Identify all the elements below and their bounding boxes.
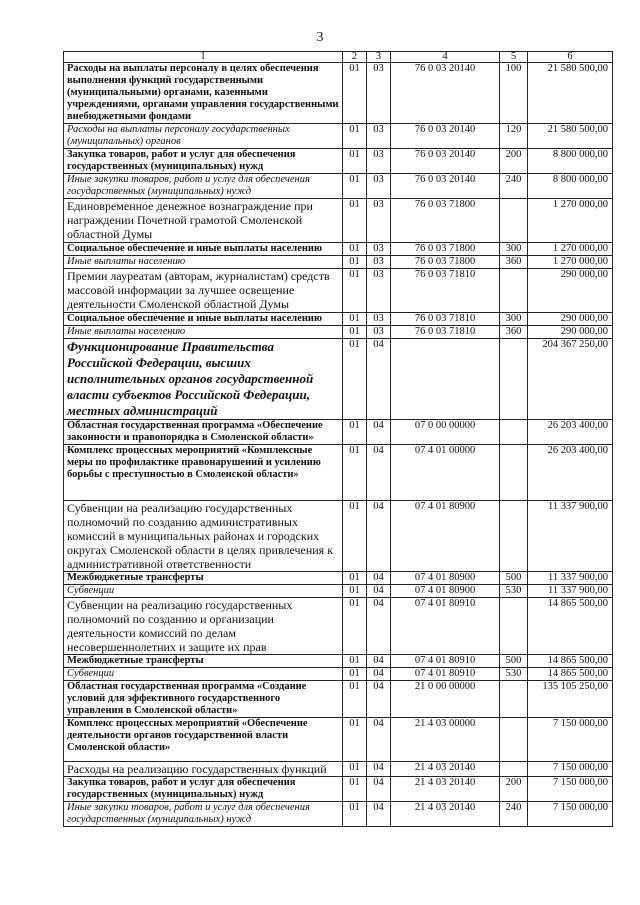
item-name: Иные закупки товаров, работ и услуг для обеспечения государственных (муниципальных) нужд (64, 802, 343, 827)
section-code: 01 (343, 149, 367, 174)
target-article-code: 21 0 00 00000 (391, 681, 500, 718)
section-code: 01 (343, 668, 367, 681)
table-row (64, 655, 613, 668)
table-row (64, 585, 613, 598)
amount: 1 270 000,00 (528, 256, 613, 269)
target-article-code: 76 0 03 20140 (391, 174, 500, 199)
table-row (64, 269, 613, 313)
amount: 21 580 500,00 (528, 124, 613, 149)
expense-type-code (500, 681, 528, 718)
item-name: Субвенции (64, 585, 343, 598)
section-code: 01 (343, 269, 367, 313)
item-name: Областная государственная программа «Обеспечение законности и правопорядка в Смоленской области» (64, 420, 343, 445)
target-article-code (391, 339, 500, 420)
amount: 8 800 000,00 (528, 174, 613, 199)
section-code: 01 (343, 718, 367, 762)
amount: 135 105 250,00 (528, 681, 613, 718)
expense-type-code: 500 (500, 655, 528, 668)
section-code: 01 (343, 445, 367, 501)
expense-type-code (500, 718, 528, 762)
section-code: 01 (343, 681, 367, 718)
amount: 204 367 250,00 (528, 339, 613, 420)
table-row (64, 598, 613, 655)
item-name: Социальное обеспечение и иные выплаты населению (64, 313, 343, 326)
header-cell: 5 (500, 52, 528, 63)
section-code: 01 (343, 313, 367, 326)
section-code: 01 (343, 572, 367, 585)
table-row (64, 256, 613, 269)
table-row (64, 313, 613, 326)
subsection-code: 03 (367, 63, 391, 124)
section-code: 01 (343, 501, 367, 572)
item-name: Межбюджетные трансферты (64, 572, 343, 585)
subsection-code: 04 (367, 655, 391, 668)
subsection-code: 04 (367, 501, 391, 572)
amount: 26 203 400,00 (528, 445, 613, 501)
amount: 290 000,00 (528, 313, 613, 326)
item-name: Комплекс процессных мероприятий «Комплексные меры по профилактике правонарушений и усилению борьбы с преступностью в Смоленской области» (64, 445, 343, 501)
amount: 7 150 000,00 (528, 802, 613, 827)
expense-type-code: 240 (500, 174, 528, 199)
target-article-code: 07 4 01 80900 (391, 585, 500, 598)
item-name: Межбюджетные трансферты (64, 655, 343, 668)
target-article-code: 76 0 03 71800 (391, 256, 500, 269)
item-name: Закупка товаров, работ и услуг для обеспечения государственных (муниципальных) нужд (64, 149, 343, 174)
subsection-code: 04 (367, 762, 391, 777)
section-code: 01 (343, 339, 367, 420)
table-row (64, 802, 613, 827)
section-code: 01 (343, 420, 367, 445)
item-name: Субвенции (64, 668, 343, 681)
target-article-code: 76 0 03 71800 (391, 243, 500, 256)
subsection-code: 03 (367, 174, 391, 199)
section-code: 01 (343, 598, 367, 655)
amount: 290 000,00 (528, 326, 613, 339)
amount: 11 337 900,00 (528, 501, 613, 572)
subsection-code: 04 (367, 668, 391, 681)
table-row (64, 174, 613, 199)
section-code: 01 (343, 326, 367, 339)
target-article-code: 21 4 03 20140 (391, 802, 500, 827)
subsection-code: 04 (367, 585, 391, 598)
item-name: Функционирование Правительства Российской Федерации, высших исполнительных органов государственной власти субъектов Российской Федерации, местных администраций (64, 339, 343, 420)
target-article-code: 07 4 01 80900 (391, 572, 500, 585)
item-name: Единовременное денежное вознаграждение при награждении Почетной грамотой Смоленской областной Думы (64, 199, 343, 243)
target-article-code: 07 4 01 80910 (391, 598, 500, 655)
section-code: 01 (343, 655, 367, 668)
amount: 8 800 000,00 (528, 149, 613, 174)
subsection-code: 03 (367, 326, 391, 339)
subsection-code: 04 (367, 777, 391, 802)
expense-type-code: 200 (500, 777, 528, 802)
target-article-code: 21 4 03 00000 (391, 718, 500, 762)
table-row (64, 149, 613, 174)
table-row (64, 420, 613, 445)
subsection-code: 04 (367, 802, 391, 827)
subsection-code: 03 (367, 243, 391, 256)
item-name: Субвенции на реализацию государственных полномочий по созданию и организации деятельности комиссий по делам несовершеннолетних и защите их прав (64, 598, 343, 655)
section-code: 01 (343, 585, 367, 598)
subsection-code: 03 (367, 149, 391, 174)
subsection-code: 04 (367, 445, 391, 501)
item-name: Расходы на реализацию государственных функций (64, 762, 343, 777)
expense-type-code (500, 762, 528, 777)
amount: 1 270 000,00 (528, 199, 613, 243)
target-article-code: 07 4 01 80910 (391, 668, 500, 681)
amount: 14 865 500,00 (528, 655, 613, 668)
table-row (64, 668, 613, 681)
expense-type-code (500, 598, 528, 655)
expense-type-code (500, 199, 528, 243)
header-cell: 4 (391, 52, 500, 63)
item-name: Закупка товаров, работ и услуг для обеспечения государственных (муниципальных) нужд (64, 777, 343, 802)
table-row (64, 326, 613, 339)
section-code: 01 (343, 63, 367, 124)
expense-type-code (500, 269, 528, 313)
amount: 7 150 000,00 (528, 762, 613, 777)
expense-type-code: 530 (500, 668, 528, 681)
expense-type-code (500, 445, 528, 501)
subsection-code: 04 (367, 598, 391, 655)
table-row (64, 445, 613, 501)
table-row (64, 199, 613, 243)
item-name: Иные закупки товаров, работ и услуг для обеспечения государственных (муниципальных) нужд (64, 174, 343, 199)
target-article-code: 07 4 01 00000 (391, 445, 500, 501)
item-name: Социальное обеспечение и иные выплаты населению (64, 243, 343, 256)
amount: 11 337 900,00 (528, 585, 613, 598)
section-code: 01 (343, 243, 367, 256)
expense-type-code: 240 (500, 802, 528, 827)
item-name: Расходы на выплаты персоналу в целях обеспечения выполнения функций государственными (муниципальными) органами, казенными учреждениями, органами управления государственными внебюджетными фондами (64, 63, 343, 124)
item-name: Комплекс процессных мероприятий «Обеспечение деятельности органов государственной власти Смоленской области» (64, 718, 343, 762)
header-cell: 3 (367, 52, 391, 63)
table-row (64, 681, 613, 718)
target-article-code: 76 0 03 71810 (391, 313, 500, 326)
item-name: Премии лауреатам (авторам, журналистам) средств массовой информации за лучшее освещение деятельности Смоленской областной Думы (64, 269, 343, 313)
target-article-code: 76 0 03 20140 (391, 149, 500, 174)
amount: 7 150 000,00 (528, 777, 613, 802)
table-row (64, 124, 613, 149)
item-name: Расходы на выплаты персоналу государственных (муниципальных) органов (64, 124, 343, 149)
subsection-code: 04 (367, 420, 391, 445)
expense-type-code (500, 339, 528, 420)
target-article-code: 07 0 00 00000 (391, 420, 500, 445)
expense-type-code: 300 (500, 243, 528, 256)
expense-type-code: 300 (500, 313, 528, 326)
item-name: Областная государственная программа «Создание условий для эффективного государственного управления в Смоленской области» (64, 681, 343, 718)
amount: 14 865 500,00 (528, 598, 613, 655)
target-article-code: 07 4 01 80910 (391, 655, 500, 668)
target-article-code: 76 0 03 20140 (391, 124, 500, 149)
header-cell: 6 (528, 52, 613, 63)
amount: 1 270 000,00 (528, 243, 613, 256)
amount: 14 865 500,00 (528, 668, 613, 681)
section-code: 01 (343, 199, 367, 243)
section-code: 01 (343, 762, 367, 777)
header-row (64, 52, 613, 63)
item-name: Иные выплаты населению (64, 256, 343, 269)
subsection-code: 04 (367, 718, 391, 762)
budget-table (63, 51, 613, 827)
page-number: 3 (316, 30, 324, 45)
amount: 11 337 900,00 (528, 572, 613, 585)
table-row (64, 572, 613, 585)
table-row (64, 63, 613, 124)
amount: 26 203 400,00 (528, 420, 613, 445)
expense-type-code: 360 (500, 326, 528, 339)
section-code: 01 (343, 777, 367, 802)
target-article-code: 76 0 03 20140 (391, 63, 500, 124)
expense-type-code (500, 501, 528, 572)
subsection-code: 03 (367, 256, 391, 269)
target-article-code: 21 4 03 20140 (391, 777, 500, 802)
table-row (64, 339, 613, 420)
target-article-code: 07 4 01 80900 (391, 501, 500, 572)
target-article-code: 76 0 03 71800 (391, 199, 500, 243)
subsection-code: 04 (367, 339, 391, 420)
subsection-code: 03 (367, 124, 391, 149)
subsection-code: 03 (367, 199, 391, 243)
header-cell: 1 (64, 52, 343, 63)
expense-type-code: 200 (500, 149, 528, 174)
table-row (64, 777, 613, 802)
section-code: 01 (343, 124, 367, 149)
item-name: Субвенции на реализацию государственных полномочий по созданию административных комиссий в муниципальных районах и городских округах Смоленской области в целях привлечения к административной ответственности (64, 501, 343, 572)
subsection-code: 03 (367, 269, 391, 313)
expense-type-code: 360 (500, 256, 528, 269)
target-article-code: 76 0 03 71810 (391, 326, 500, 339)
subsection-code: 04 (367, 572, 391, 585)
table-row (64, 762, 613, 777)
section-code: 01 (343, 802, 367, 827)
amount: 21 580 500,00 (528, 63, 613, 124)
table-row (64, 718, 613, 762)
expense-type-code: 530 (500, 585, 528, 598)
table-row (64, 243, 613, 256)
expense-type-code (500, 420, 528, 445)
target-article-code: 76 0 03 71810 (391, 269, 500, 313)
expense-type-code: 120 (500, 124, 528, 149)
target-article-code: 21 4 03 20140 (391, 762, 500, 777)
expense-type-code: 500 (500, 572, 528, 585)
subsection-code: 03 (367, 313, 391, 326)
header-cell: 2 (343, 52, 367, 63)
table-row (64, 501, 613, 572)
subsection-code: 04 (367, 681, 391, 718)
section-code: 01 (343, 174, 367, 199)
expense-type-code: 100 (500, 63, 528, 124)
amount: 290 000,00 (528, 269, 613, 313)
section-code: 01 (343, 256, 367, 269)
item-name: Иные выплаты населению (64, 326, 343, 339)
amount: 7 150 000,00 (528, 718, 613, 762)
